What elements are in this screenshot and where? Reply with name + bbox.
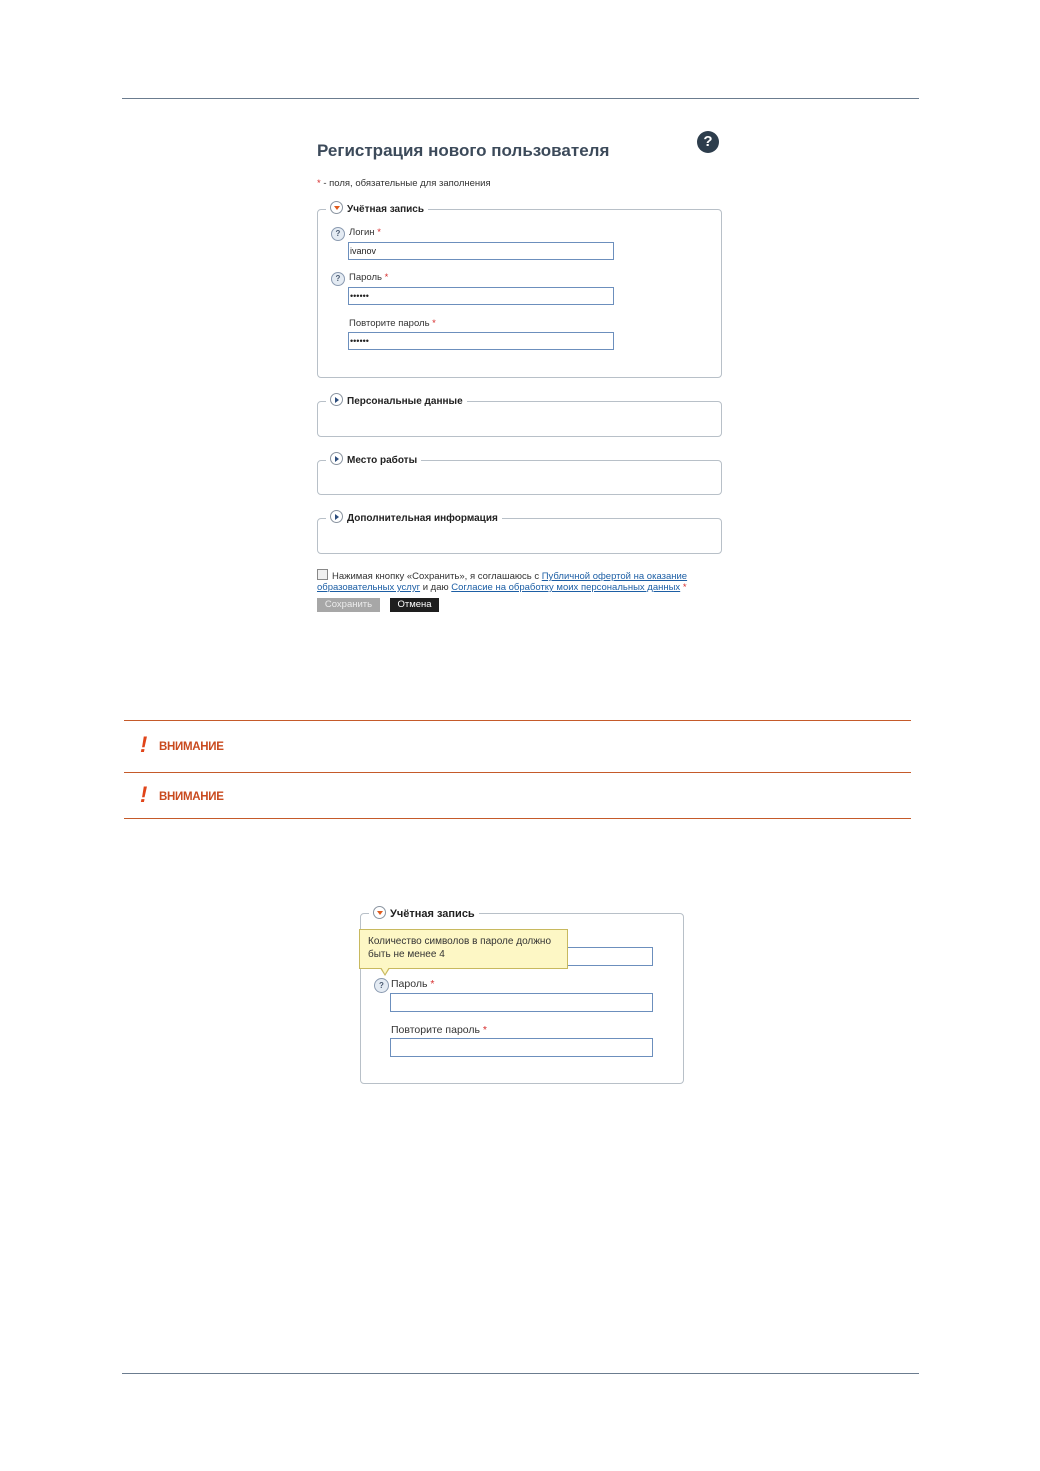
repeat-password-input-detail[interactable]: [390, 1038, 653, 1057]
page-title: Регистрация нового пользователя: [317, 141, 610, 160]
password-label-detail: [391, 978, 434, 990]
password-label-detail-text: Пароль: [391, 978, 428, 990]
account-section-title: Учётная запись: [347, 204, 424, 215]
save-button[interactable]: Сохранить: [317, 598, 380, 612]
offer-link[interactable]: Публичной офертой на оказание образовательных услуг: [317, 571, 688, 593]
agreement-checkbox[interactable]: [317, 569, 328, 580]
password-required-star: *: [384, 272, 389, 283]
account-section-detail-title: Учётная запись: [390, 908, 475, 920]
personal-section: [317, 393, 722, 437]
login-required-star: *: [377, 227, 381, 238]
agreement-text: [317, 569, 707, 593]
repeat-password-input[interactable]: [348, 332, 614, 350]
extra-section-header[interactable]: [326, 510, 502, 526]
agreement-text-before: Нажимая кнопку «Сохранить», я соглашаюсь с: [332, 571, 542, 582]
repeat-password-label: [349, 318, 436, 329]
repeat-password-label-text: Повторите пароль: [349, 318, 430, 329]
expand-toggle-icon[interactable]: [330, 510, 343, 523]
warning-label: ВНИМАНИЕ: [159, 791, 224, 803]
agreement-required-star: *: [682, 582, 687, 593]
expand-toggle-icon[interactable]: [330, 393, 343, 406]
warning-divider: [124, 772, 911, 773]
password-input-detail[interactable]: [390, 993, 653, 1012]
required-note-text: - поля, обязательные для заполнения: [320, 178, 491, 189]
cancel-button[interactable]: Отмена: [390, 598, 439, 612]
password-hint-tooltip: Количество символов в пароле должно быть не менее 4: [359, 929, 568, 969]
password-label: [349, 272, 388, 283]
bottom-rule: [122, 1373, 919, 1374]
repeat-password-label-detail-text: Повторите пароль: [391, 1024, 480, 1036]
exclamation-icon: !: [140, 782, 148, 807]
password-required-star-detail: *: [430, 978, 435, 990]
personal-section-title: Персональные данные: [347, 396, 463, 407]
work-section: [317, 452, 722, 495]
collapse-toggle-icon[interactable]: [373, 906, 386, 919]
warning-divider: [124, 720, 911, 721]
extra-section: [317, 510, 722, 554]
account-section-header[interactable]: [326, 201, 428, 217]
consent-link[interactable]: Согласие на обработку моих персональных данных: [451, 582, 681, 593]
extra-section-title: Дополнительная информация: [347, 513, 498, 524]
login-label: [349, 227, 381, 238]
repeat-required-star-detail: *: [482, 1024, 488, 1036]
top-rule: [122, 98, 919, 99]
collapse-toggle-icon[interactable]: [330, 201, 343, 214]
required-star: *: [317, 178, 321, 189]
exclamation-icon: !: [140, 732, 148, 757]
repeat-required-star: *: [432, 318, 436, 329]
login-label-text: Логин: [349, 227, 375, 238]
account-section-detail-header[interactable]: [369, 906, 479, 921]
tooltip-arrow-fill: [381, 967, 389, 974]
help-icon[interactable]: ?: [697, 131, 719, 153]
work-section-title: Место работы: [347, 455, 418, 466]
warning-label: ВНИМАНИЕ: [159, 741, 224, 753]
personal-section-header[interactable]: [326, 393, 467, 409]
work-section-header[interactable]: [326, 452, 421, 468]
warning-divider: [124, 818, 911, 819]
required-note: [317, 178, 491, 189]
login-help-icon[interactable]: ?: [331, 227, 345, 241]
repeat-password-label-detail: [391, 1024, 487, 1036]
agreement-text-middle: и даю: [420, 582, 452, 593]
expand-toggle-icon[interactable]: [330, 452, 343, 465]
password-help-icon-detail[interactable]: ?: [374, 978, 389, 993]
login-input[interactable]: [348, 242, 614, 260]
password-input[interactable]: [348, 287, 614, 305]
password-label-text: Пароль: [349, 272, 382, 283]
password-help-icon[interactable]: ?: [331, 272, 345, 286]
